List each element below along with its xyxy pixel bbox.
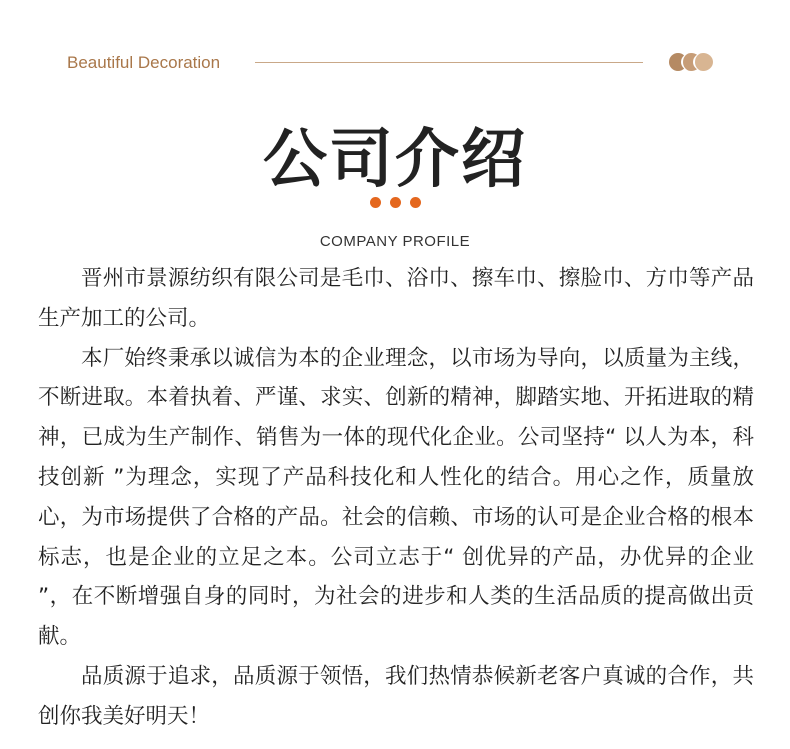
profile-paragraph: 晋州市景源纺织有限公司是毛巾、浴巾、擦车巾、擦脸巾、方巾等产品生产加工的公司。 [38, 266, 754, 331]
profile-paragraph: 品质源于追求，品质源于领悟，我们热情恭候新老客户真诚的合作，共创你我美好明天！ [38, 663, 754, 729]
brand-text: Beautiful Decoration [67, 53, 221, 72]
header-bar [0, 0, 790, 120]
dot-icon [410, 197, 421, 208]
dot-icon [370, 197, 381, 208]
header-divider [255, 62, 643, 63]
circle-icon [693, 53, 713, 71]
profile-body [38, 259, 754, 737]
title-dots-decoration [370, 197, 430, 209]
page-subtitle: COMPANY PROFILE [319, 233, 471, 250]
dot-icon [390, 197, 401, 208]
profile-paragraph: 本厂始终秉承以诚信为本的企业理念，以市场为导向，以质量为主线，不断进取。本着执着、严谨、求实、创新的精神，脚踏实地、开拓进取的精神，已成为生产制作、销售为一体的现代化企业。公司坚持“ 以人为本，科技创新 ”为理念，实现了产品科技化和人性化的结合。用心之作，质量放心，为市场提供了合格的产品。社会的信赖、市场的认可是企业合格的根本标志，也是企业的立足之本。公司立志于“ 创优异的产品，办优异的企业 ”，在不断增强自身的同时，为社会的进步和人类的生活品质的提高做出贡献。 [38, 345, 754, 650]
decorative-circles-icon [669, 53, 719, 73]
page-title: 公司介绍 [263, 123, 527, 197]
